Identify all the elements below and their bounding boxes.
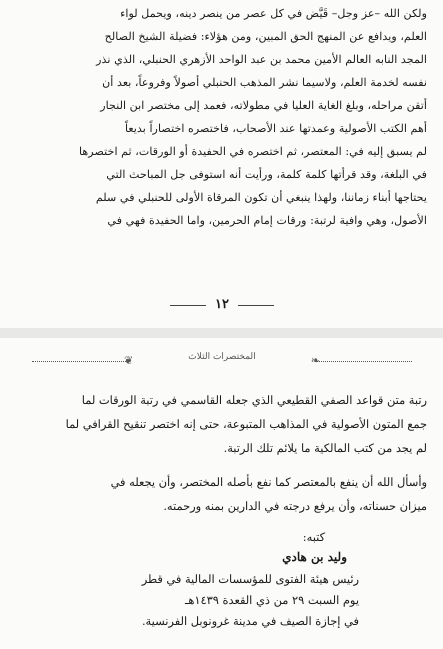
text-line: لم يسبق إليه في: المعتصر، ثم اختصره في الحفيدة أو الورقات، ثم اختصرها [78,145,427,158]
bottom-page-text [16,388,427,518]
page-gap [0,328,443,338]
text-line: أتقن مراحله، وبلغ الغاية العليا في مطولاته، فعمد إلى مختصر ابن النجار [100,99,427,112]
top-page-text [16,2,427,232]
text-line: المجد النابه العالم الأمين محمد بن عبد الواحد الأزهري الحنبلي، الذي نذر [96,53,427,66]
text-line: نفسه لخدمة العلم، ولاسيما نشر المذهب الحنبلي أصولاً وفروعاً، بعد أن [102,76,427,89]
text-line: يحتاجها أبناء زماننا، ولهذا ينبغي أن تكون المرقاة الأولى للحنبلي في سلم [95,191,427,204]
page-number-footer [0,297,443,313]
text-line: في البلغة، وقد قرأتها كلمة كلمة، ورأيت أنه استوفى جل المباحث التي [106,168,427,181]
signature-label: كتبه: [302,530,325,544]
divider [32,361,128,362]
running-header [32,350,412,372]
text-line: ميزان حسناته، وأن يرفع درجته في الدارين بمنه ورحمته. [163,499,427,513]
signature-date: يوم السبت ٢٩ من ذي القعدة ١٤٣٩هـ [185,593,359,607]
divider [170,305,206,306]
divider [316,361,412,362]
signature-place: في إجازة الصيف في مدينة غرونوبل الفرنسية. [141,614,359,628]
ornament-icon: ❦ [124,354,134,367]
page-number: ١٢ [215,297,229,312]
text-line: وأسأل الله أن ينفع بالمعتصر كما نفع بأصله المختصر، وأن يجعله في [110,475,427,489]
signature-title: رئيس هيئة الفتوى للمؤسسات المالية في قطر [141,572,359,586]
divider [238,305,274,306]
text-line: لم يجد من كتب المالكية ما يلائم تلك الرتبة. [223,441,427,455]
ornament-icon: ❧ [310,354,320,367]
signature-block [142,530,359,635]
text-line: رتبة متن قواعد الصفي القطيعي الذي جعله القاسمي في رتبة الورقات لما [81,393,427,407]
text-line: ولكن الله –عز وجل– قَيَّض في كل عصر من ينصر دينه، ويحمل لواء [120,7,427,20]
paragraph-gap [16,460,427,470]
text-line: أهم الكتب الأصولية وعمدتها عند الأصحاب، فاختصره اختصاراً بديعاً [124,122,427,135]
text-line: جمع المتون الأصولية في المذاهب المتبوعة، حتى إنه اختصر تنقيح القرافي لما [65,417,427,431]
text-line: الأصول، وهي وافية لرتبة: ورقات إمام الحرمين، واما الحفيدة فهي في [107,214,427,227]
running-header-title: المختصرات الثلاث [188,352,256,362]
text-line: العلم، ويدافع عن المنهج الحق المبين، ومن هؤلاء: فضيلة الشيخ الصالح [104,30,427,43]
signature-name: وليد بن هادي [282,550,347,564]
